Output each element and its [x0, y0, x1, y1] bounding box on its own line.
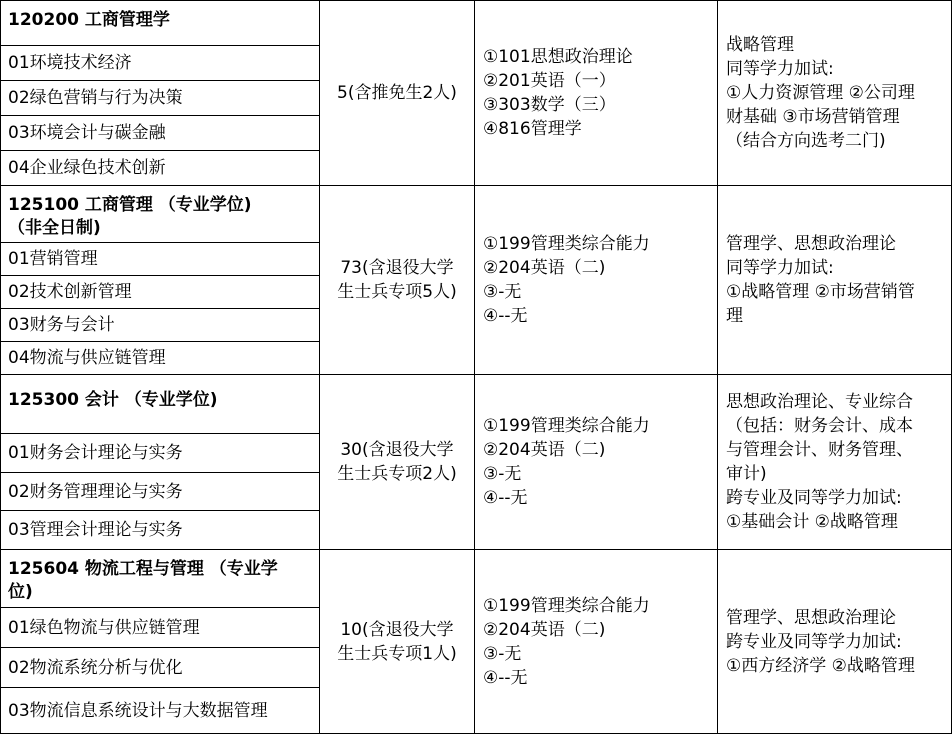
program-title-cell — [0, 549, 320, 608]
quota-text: 生士兵专项5人) — [337, 282, 457, 302]
direction-label: 02财务管理理论与实务 — [8, 481, 183, 502]
exam-subject: ②204英语（二) — [483, 619, 606, 640]
direction-row — [0, 242, 320, 276]
direction-row — [0, 687, 320, 734]
exam-subjects-cell — [474, 549, 718, 734]
direction-row — [0, 308, 320, 342]
quota-text: 5(含推免生2人) — [337, 83, 457, 103]
program-title: 125604 物流工程与管理 （专业学 — [8, 559, 278, 579]
exam-subjects-cell — [474, 374, 718, 550]
direction-label: 01营销管理 — [8, 249, 98, 269]
direction-row — [0, 80, 320, 116]
retest-note: 同等学力加试: — [726, 59, 834, 79]
direction-label: 02技术创新管理 — [8, 282, 132, 302]
retest-note: 与管理会计、财务管理、 — [726, 440, 913, 460]
quota-cell — [319, 549, 475, 734]
exam-subject: ④816管理学 — [483, 119, 582, 139]
retest-note: 跨专业及同等学力加试: — [726, 631, 902, 652]
direction-label: 02物流系统分析与优化 — [8, 657, 183, 678]
retest-notes-cell — [717, 549, 952, 734]
retest-note: 跨专业及同等学力加试: — [726, 488, 902, 508]
direction-label: 04企业绿色技术创新 — [8, 158, 166, 178]
retest-note: 管理学、思想政治理论 — [726, 234, 896, 254]
exam-subject: ④--无 — [483, 488, 528, 508]
direction-row — [0, 472, 320, 511]
program-title-cell — [0, 185, 320, 243]
program-title: （非全日制) — [8, 218, 101, 238]
program-title-cell — [0, 374, 320, 434]
program-title: 125300 会计 （专业学位) — [8, 390, 218, 410]
exam-subject: ①101思想政治理论 — [483, 47, 633, 67]
direction-row — [0, 150, 320, 186]
direction-label: 03物流信息系统设计与大数据管理 — [8, 700, 268, 721]
direction-row — [0, 341, 320, 375]
retest-note: 管理学、思想政治理论 — [726, 607, 896, 628]
exam-subject: ①199管理类综合能力 — [483, 234, 650, 254]
retest-notes-cell — [717, 185, 952, 375]
retest-note: 同等学力加试: — [726, 258, 834, 278]
retest-note: ①西方经济学 ②战略管理 — [726, 655, 915, 676]
retest-note: 财基础 ③市场营销管理 — [726, 107, 900, 127]
direction-row — [0, 115, 320, 151]
retest-note: ①战略管理 ②市场营销管 — [726, 282, 915, 302]
program-title: 120200 工商管理学 — [8, 10, 170, 30]
direction-row — [0, 647, 320, 688]
quota-cell — [319, 374, 475, 550]
direction-label: 01绿色物流与供应链管理 — [8, 617, 200, 638]
direction-row — [0, 275, 320, 309]
program-title: 位) — [8, 582, 33, 602]
quota-text: 生士兵专项2人) — [337, 464, 457, 484]
exam-subject: ④--无 — [483, 306, 528, 326]
quota-text: 73(含退役大学 — [340, 258, 454, 278]
quota-text: 生士兵专项1人) — [337, 643, 457, 664]
retest-note: ①人力资源管理 ②公司理 — [726, 83, 915, 103]
direction-label: 03财务与会计 — [8, 315, 115, 335]
exam-subjects-cell — [474, 185, 718, 375]
exam-subject: ④--无 — [483, 667, 528, 688]
exam-subject: ①199管理类综合能力 — [483, 416, 650, 436]
direction-label: 02绿色营销与行为决策 — [8, 88, 183, 108]
exam-subject: ③-无 — [483, 464, 522, 484]
direction-label: 04物流与供应链管理 — [8, 348, 166, 368]
quota-cell — [319, 0, 475, 186]
direction-label: 03环境会计与碳金融 — [8, 123, 166, 143]
exam-subject: ②201英语（一） — [483, 71, 616, 91]
exam-subject: ①199管理类综合能力 — [483, 595, 650, 616]
direction-row — [0, 45, 320, 81]
quota-text: 30(含退役大学 — [340, 440, 454, 460]
direction-row — [0, 433, 320, 473]
retest-note: 战略管理 — [726, 35, 794, 55]
direction-row — [0, 607, 320, 648]
exam-subject: ②204英语（二) — [483, 440, 606, 460]
direction-row — [0, 510, 320, 550]
exam-subject: ③-无 — [483, 643, 522, 664]
direction-label: 01财务会计理论与实务 — [8, 443, 183, 463]
exam-subject: ②204英语（二) — [483, 258, 606, 278]
exam-subject: ③303数学（三） — [483, 95, 616, 115]
quota-text: 10(含退役大学 — [340, 619, 454, 640]
direction-label: 01环境技术经济 — [8, 53, 132, 73]
quota-cell — [319, 185, 475, 375]
direction-label: 03管理会计理论与实务 — [8, 520, 183, 540]
retest-note: （结合方向选考二门) — [726, 131, 886, 151]
retest-notes-cell — [717, 0, 952, 186]
retest-note: （包括：财务会计、成本 — [726, 416, 913, 436]
retest-notes-cell — [717, 374, 952, 550]
retest-note: ①基础会计 ②战略管理 — [726, 512, 898, 532]
program-title: 125100 工商管理 （专业学位) — [8, 195, 252, 215]
exam-subjects-cell — [474, 0, 718, 186]
retest-note: 思想政治理论、专业综合 — [726, 392, 913, 412]
exam-subject: ③-无 — [483, 282, 522, 302]
program-title-cell — [0, 0, 320, 46]
retest-note: 审计) — [726, 464, 767, 484]
retest-note: 理 — [726, 306, 743, 326]
